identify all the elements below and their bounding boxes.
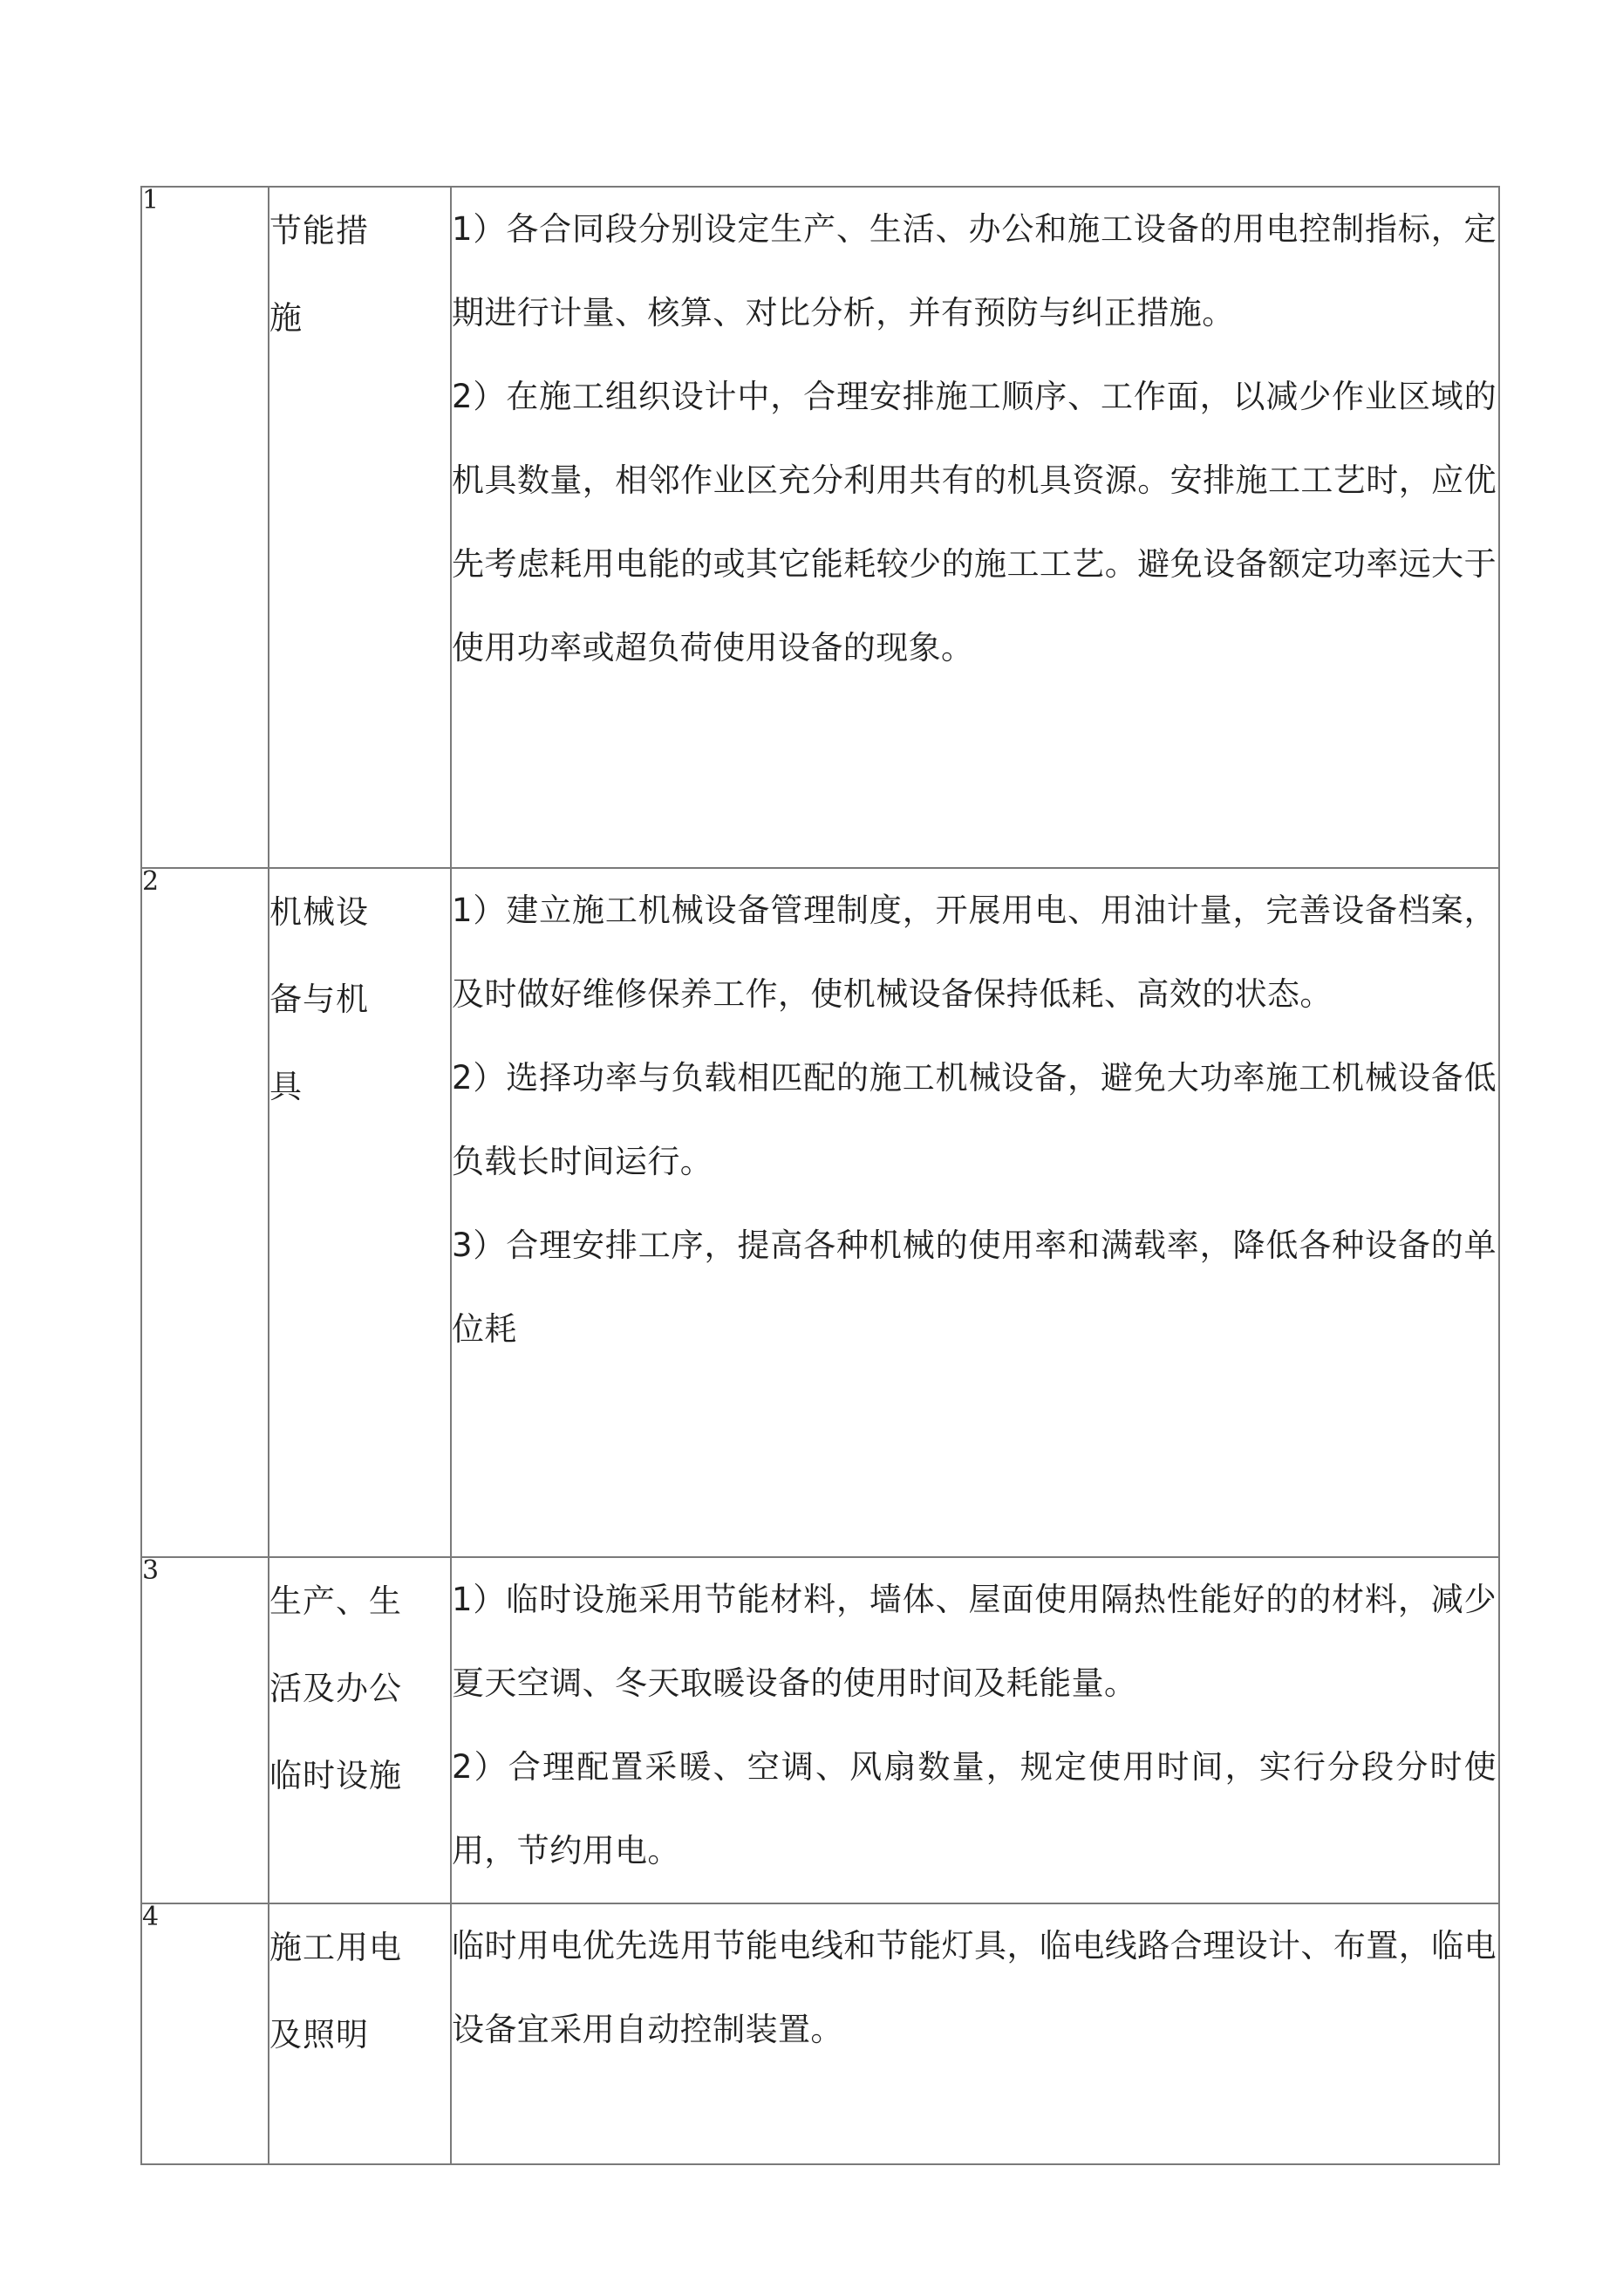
category-cell [269, 1903, 451, 2164]
measure-paragraph: 1）临时设施采用节能材料，墙体、屋面使用隔热性能好的的材料，减少夏天空调、冬天取暖设备的使用时间及耗能量。 [452, 1581, 1497, 1702]
category-line: 施 [269, 299, 303, 337]
row-number: 2 [141, 868, 269, 1557]
measure-paragraph: 2）合理配置采暖、空调、风扇数量，规定使用时间，实行分段分时使用，节约用电。 [452, 1748, 1497, 1869]
row-number: 3 [141, 1557, 269, 1903]
measure-paragraph: 3）合理安排工序，提高各种机械的使用率和满载率，降低各种设备的单位耗 [452, 1227, 1497, 1348]
measure-paragraph: 1）建立施工机械设备管理制度，开展用电、用油计量，完善设备档案，及时做好维修保养工作，使机械设备保持低耗、高效的状态。 [452, 892, 1497, 1013]
category-line: 临时设施 [269, 1757, 402, 1794]
measure-paragraph: 临时用电优先选用节能电线和节能灯具，临电线路合理设计、布置，临电设备宜采用自动控制装置。 [452, 1927, 1497, 2048]
category-line: 施工用电 [269, 1929, 402, 1966]
energy-saving-measures-table [140, 186, 1500, 2165]
category-line: 机械设 [269, 893, 369, 931]
category-line: 具 [269, 1068, 303, 1105]
category-line: 节能措 [269, 212, 369, 249]
category-cell [269, 1557, 451, 1903]
description-cell [451, 868, 1499, 1557]
table-row [141, 187, 1499, 868]
row-number: 4 [141, 1903, 269, 2164]
category-line: 活及办公 [269, 1670, 402, 1707]
measure-paragraph: 2）选择功率与负载相匹配的施工机械设备，避免大功率施工机械设备低负载长时间运行。 [452, 1059, 1497, 1180]
description-cell [451, 187, 1499, 868]
table-row [141, 1903, 1499, 2164]
category-line: 备与机 [269, 981, 369, 1018]
category-line: 及照明 [269, 2016, 369, 2053]
row-number: 1 [141, 187, 269, 868]
measure-paragraph: 1）各合同段分别设定生产、生活、办公和施工设备的用电控制指标，定期进行计量、核算、对比分析，并有预防与纠正措施。 [452, 210, 1497, 331]
measure-paragraph: 2）在施工组织设计中，合理安排施工顺序、工作面，以减少作业区域的机具数量，相邻作业区充分利用共有的机具资源。安排施工工艺时，应优先考虑耗用电能的或其它能耗较少的施工工艺。避免设备额定功率远大于使用功率或超负荷使用设备的现象。 [452, 378, 1497, 666]
table-row [141, 1557, 1499, 1903]
category-cell [269, 187, 451, 868]
table-row [141, 868, 1499, 1557]
description-cell [451, 1903, 1499, 2164]
category-cell [269, 868, 451, 1557]
category-line: 生产、生 [269, 1582, 402, 1620]
description-cell [451, 1557, 1499, 1903]
